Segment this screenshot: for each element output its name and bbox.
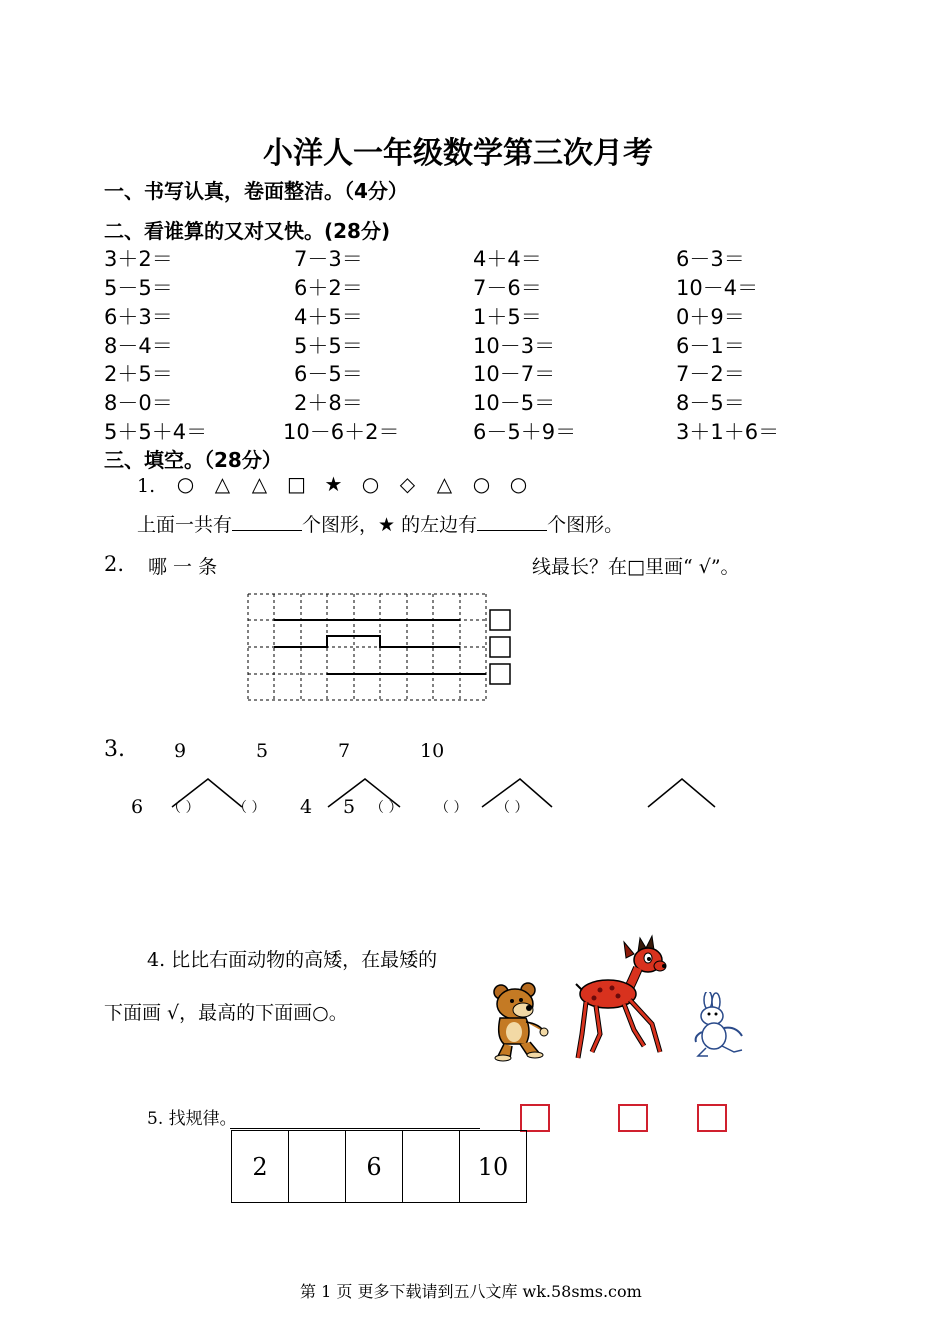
pattern-cell-empty[interactable] [403,1131,460,1203]
q2-text-right [532,552,740,579]
q3-top-number: 5 [256,740,269,762]
q4-line-2: 下面画 √，最高的下面画○。 [104,1002,348,1024]
pattern-cell: 10 [460,1131,527,1203]
calc-item: 2＋8＝ [294,391,363,415]
calc-item: 0＋9＝ [676,305,745,329]
triangle-icon: △ [436,472,453,496]
line-b [274,636,460,647]
calc-item: 10－3＝ [473,334,556,358]
answer-box[interactable] [490,610,510,630]
pattern-cell: 2 [232,1131,289,1203]
q1-text-b: 个图形， [302,514,379,536]
page-footer: 第 1 页 更多下载请到五八文库 wk.58sms.com [300,1282,642,1301]
answer-paren[interactable]: （ ） [496,800,529,816]
circle-icon: ○ [176,472,195,496]
answer-paren[interactable]: （ ） [370,800,403,816]
rabbit-illustration [688,992,750,1060]
answer-paren[interactable]: （ ） [435,800,468,816]
q3-top-number: 10 [420,740,445,762]
answer-box[interactable] [520,1104,550,1132]
calc-item: 6－1＝ [676,334,745,358]
pattern-table [231,1130,527,1203]
circle-icon: ○ [361,472,380,496]
q1-shape-row [167,472,537,496]
q2-text-a: 线最长？在 [532,556,628,578]
calc-item: 3＋2＝ [104,247,173,271]
branch-icon [648,779,715,807]
q3-left-number: 5 [343,796,356,818]
calc-item: 6－5＝ [294,362,363,386]
calc-item: 7－6＝ [473,276,542,300]
q1-question [137,510,623,537]
calc-item: 10－4＝ [676,276,759,300]
calc-item: 6－5＋9＝ [473,420,577,444]
page-title: 小洋人一年级数学第三次月考 [263,136,653,171]
q2-number: 2. [104,552,125,576]
q1-text-d: 个图形。 [547,514,624,536]
calc-item: 6＋2＝ [294,276,363,300]
calc-item: 10－5＝ [473,391,556,415]
q3-left-number: 4 [300,796,313,818]
section-3-heading: 三、填空。（28分） [104,448,282,472]
calc-item: 8－5＝ [676,391,745,415]
answer-blank[interactable] [232,514,302,531]
q3-number: 3. [104,737,125,762]
deer-illustration [572,934,672,1064]
q1-number: 1. [137,475,156,497]
calc-item: 4＋4＝ [473,247,542,271]
q3-left-number: 6 [131,796,144,818]
answer-box[interactable] [490,637,510,657]
q3-top-number: 7 [338,740,351,762]
answer-blank[interactable] [477,514,547,531]
checkbox-square-icon: □ [627,556,645,578]
q2-text-left: 哪 一 条 [148,556,218,578]
calc-item: 5－5＝ [104,276,173,300]
q2-text-b: 里画“ √”。 [644,556,740,578]
triangle-icon: △ [214,472,231,496]
star-icon: ★ [324,472,343,496]
diamond-icon: ◇ [399,472,416,496]
q5-label: 5. 找规律。 [147,1109,237,1129]
table-row [232,1131,527,1203]
calc-item: 7－2＝ [676,362,745,386]
answer-paren[interactable]: （ ） [233,800,266,816]
bear-illustration [488,982,553,1064]
q1-text-c: 的左边有 [395,514,478,536]
calc-item: 6＋3＝ [104,305,173,329]
circle-icon: ○ [472,472,491,496]
circle-icon: ○ [509,472,528,496]
calc-item: 10－6＋2＝ [283,420,400,444]
calc-item: 1＋5＝ [473,305,542,329]
pattern-cell: 6 [346,1131,403,1203]
answer-box[interactable] [490,664,510,684]
q1-text-a: 上面一共有 [137,514,233,536]
answer-box[interactable] [697,1104,727,1132]
square-icon: □ [287,472,306,496]
answer-box[interactable] [618,1104,648,1132]
calc-item: 3＋1＋6＝ [676,420,780,444]
section-1-heading: 一、书写认真，卷面整洁。（4分） [104,179,408,203]
calc-item: 2＋5＝ [104,362,173,386]
q3-top-number: 9 [174,740,187,762]
calc-item: 10－7＝ [473,362,556,386]
calc-item: 5＋5＝ [294,334,363,358]
pattern-cell-empty[interactable] [289,1131,346,1203]
calc-item: 4＋5＝ [294,305,363,329]
triangle-icon: △ [251,472,268,496]
star-icon: ★ [378,514,396,536]
calc-item: 8－0＝ [104,391,173,415]
calc-item: 7－3＝ [294,247,363,271]
line-grid-figure [246,592,516,702]
answer-paren[interactable]: （ ） [167,800,200,816]
q4-line-1: 4. 比比右面动物的高矮，在最矮的 [147,949,438,971]
section-2-heading: 二、看谁算的又对又快。(28分) [104,219,391,243]
calc-item: 8－4＝ [104,334,173,358]
q5-top-rule [230,1128,480,1129]
calc-item: 6－3＝ [676,247,745,271]
calc-item: 5＋5＋4＝ [104,420,208,444]
